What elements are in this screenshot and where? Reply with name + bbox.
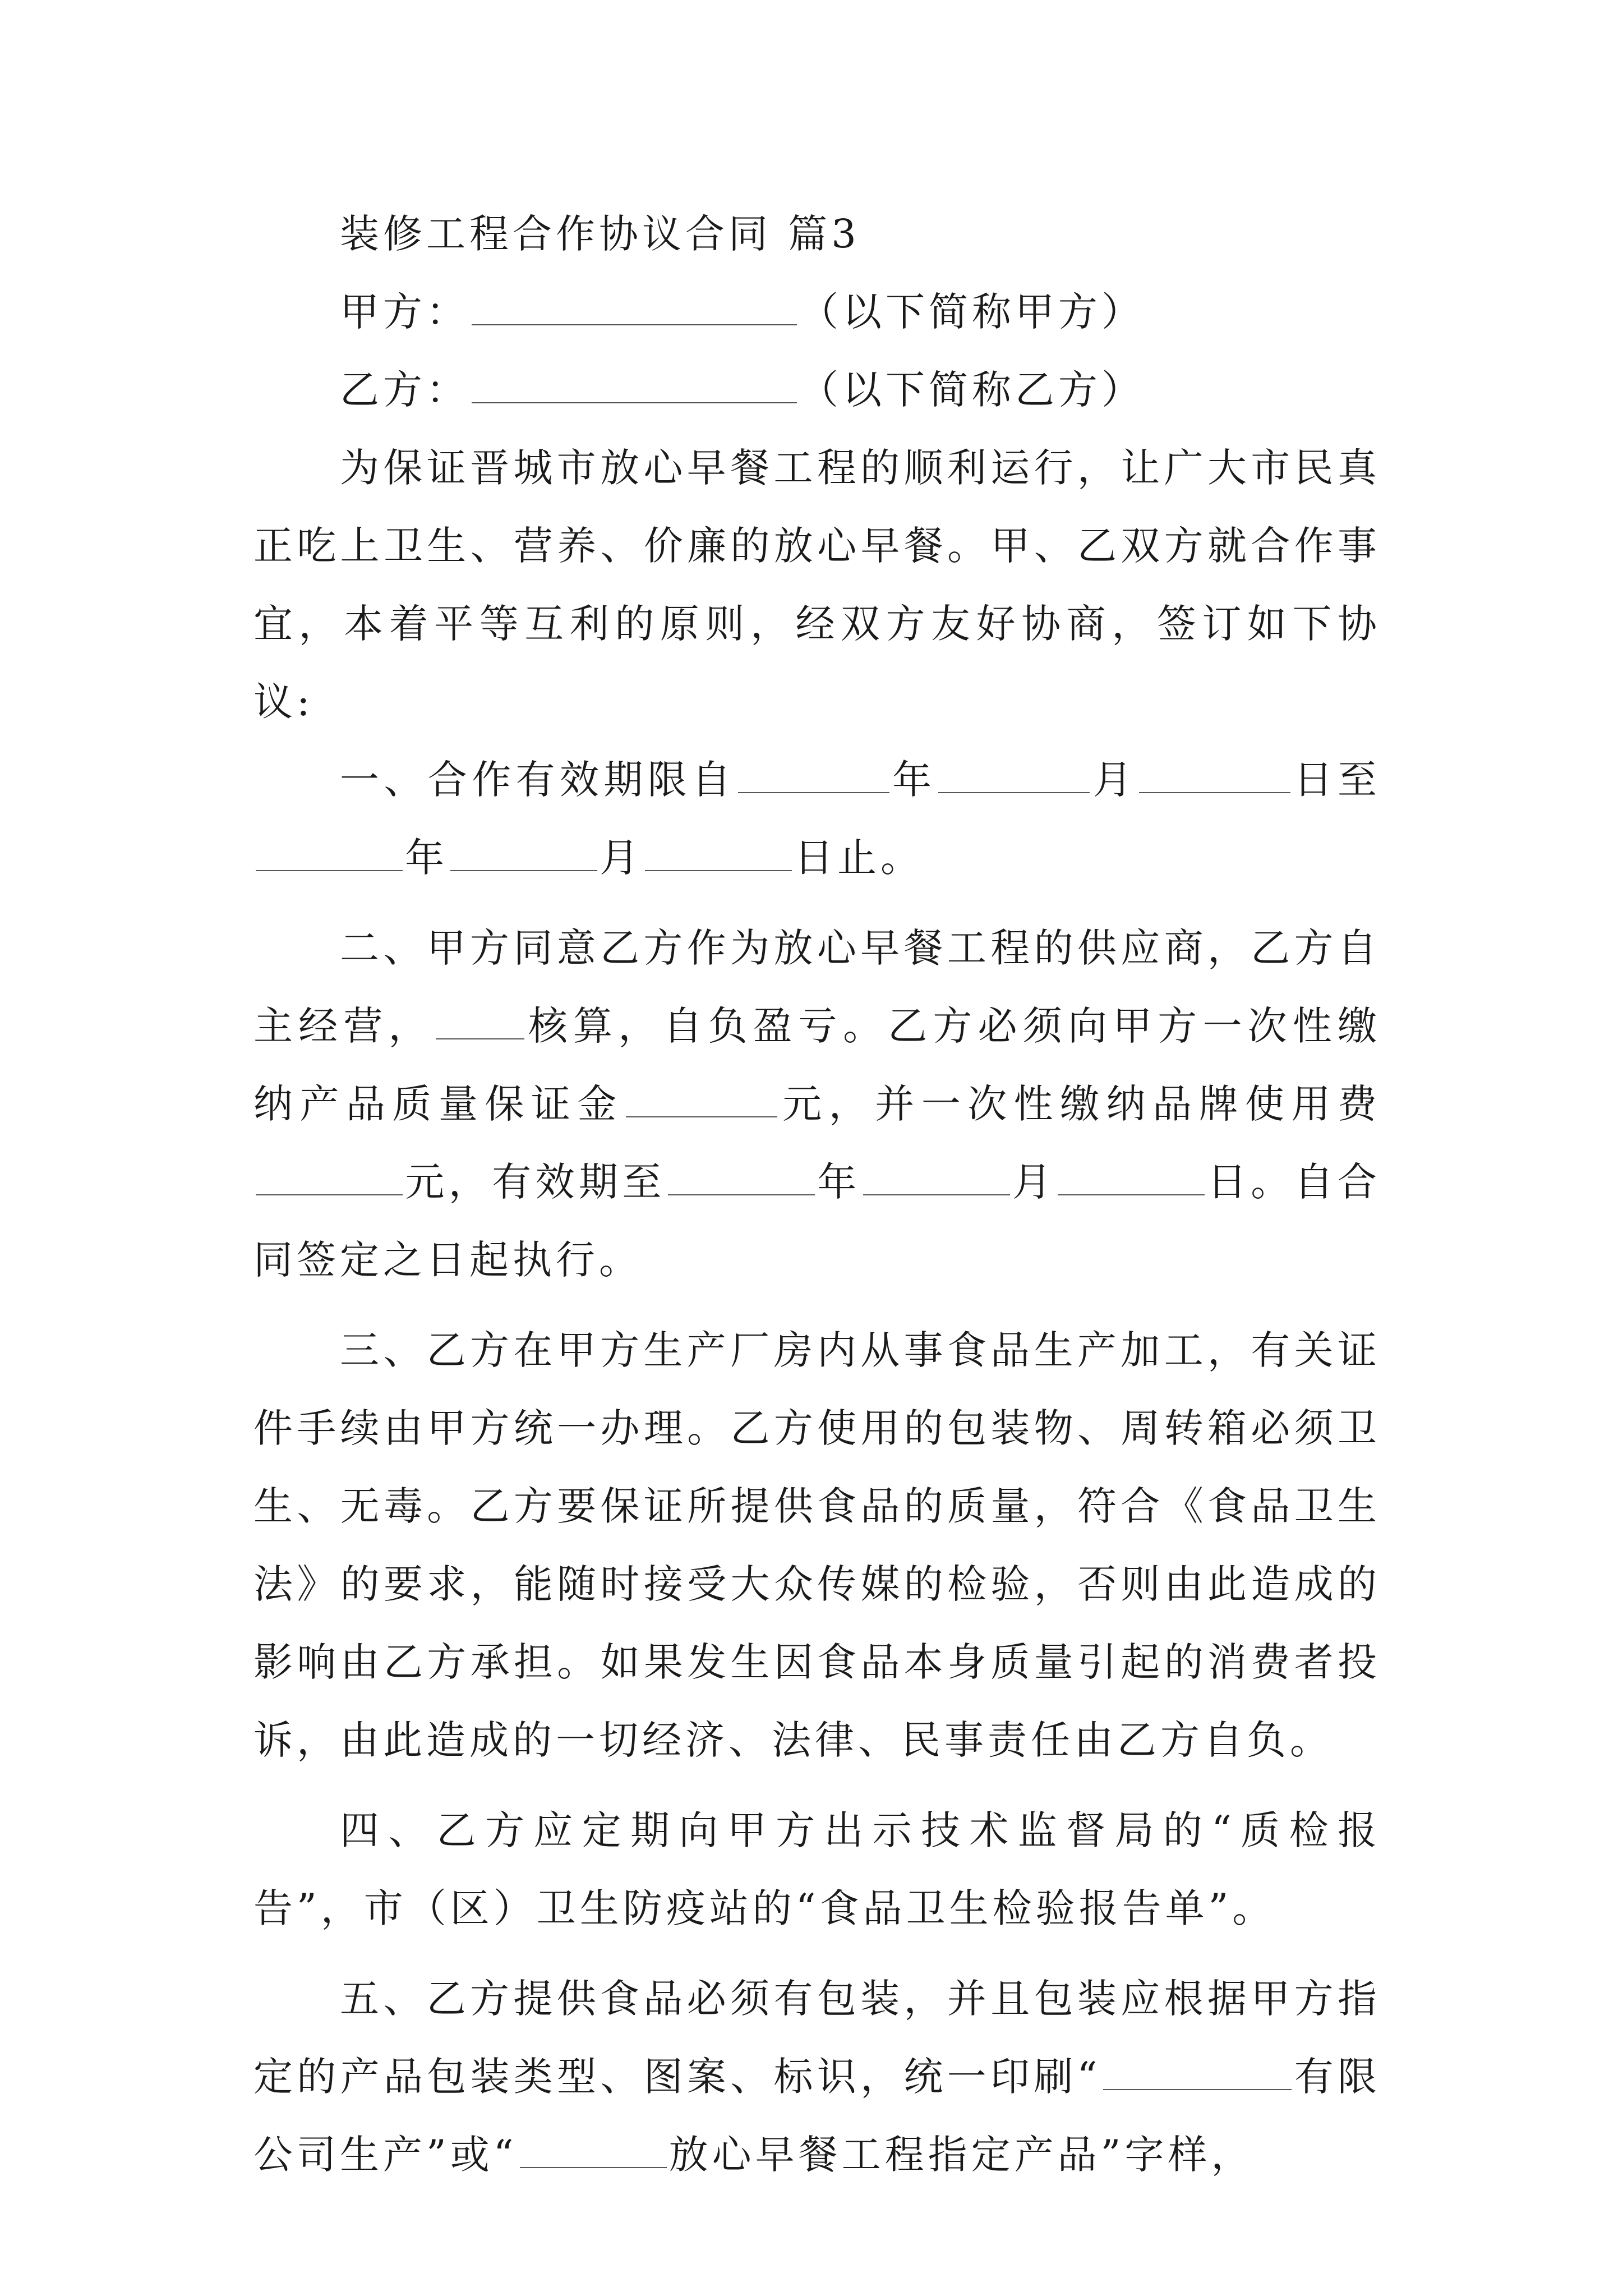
end-month-blank[interactable] <box>450 836 597 871</box>
accounting-type-blank[interactable] <box>436 1005 524 1039</box>
brand-fee-blank[interactable] <box>256 1161 403 1195</box>
deposit-amount-blank[interactable] <box>626 1083 777 1117</box>
clause-2: 二、甲方同意乙方作为放心早餐工程的供应商，乙方自主经营， 核算，自负盈亏。乙方必须向甲方一次性缴纳产品质量保证金 元，并一次性缴纳品牌使用费元，有效期至 年 月 日。自合同签定之日起执行。 <box>253 925 1381 1283</box>
party-a-line: 甲方： （以下简称甲方） <box>340 289 1145 335</box>
company-name-blank[interactable] <box>1103 2055 1292 2090</box>
intro-paragraph: 为保证晋城市放心早餐工程的顺利运行，让广大市民真正吃上卫生、营养、价廉的放心早餐。甲、乙双方就合作事宜，本着平等互利的原则，经双方友好协商，签订如下协议: <box>253 445 1381 725</box>
project-name-blank[interactable] <box>520 2133 667 2168</box>
valid-year-blank[interactable] <box>668 1161 815 1195</box>
end-day-blank[interactable] <box>645 836 792 871</box>
document-title: 装修工程合作协议合同 篇3 <box>340 211 860 257</box>
party-a-blank[interactable] <box>472 291 797 325</box>
start-day-blank[interactable] <box>1139 758 1290 793</box>
party-b-blank[interactable] <box>472 369 797 403</box>
clause-1: 一、合作有效期限自 年 月 日至年 月 日止。 <box>253 741 1381 897</box>
party-b-line: 乙方： （以下简称乙方） <box>340 367 1145 413</box>
valid-day-blank[interactable] <box>1058 1161 1205 1195</box>
start-month-blank[interactable] <box>938 758 1090 793</box>
end-year-blank[interactable] <box>256 836 403 871</box>
clause-3: 三、乙方在甲方生产厂房内从事食品生产加工，有关证件手续由甲方统一办理。乙方使用的包装物、周转箱必须卫生、无毒。乙方要保证所提供食品的质量，符合《食品卫生法》的要求，能随时接受大众传媒的检验，否则由此造成的影响由乙方承担。如果发生因食品本身质量引起的消费者投诉，由此造成的一切经济、法律、民事责任由乙方自负。 <box>253 1327 1381 1763</box>
valid-month-blank[interactable] <box>863 1161 1010 1195</box>
clause-5: 五、乙方提供食品必须有包装，并且包装应根据甲方指定的产品包装类型、图案、标识，统一印刷“ 有限公司生产”或“ 放心早餐工程指定产品”字样， <box>253 1976 1381 2178</box>
document-body <box>253 195 1381 2194</box>
start-year-blank[interactable] <box>738 758 889 793</box>
clause-4: 四、乙方应定期向甲方出示技术监督局的“质检报告”，市（区）卫生防疫站的“食品卫生检验报告单”。 <box>253 1807 1381 1931</box>
